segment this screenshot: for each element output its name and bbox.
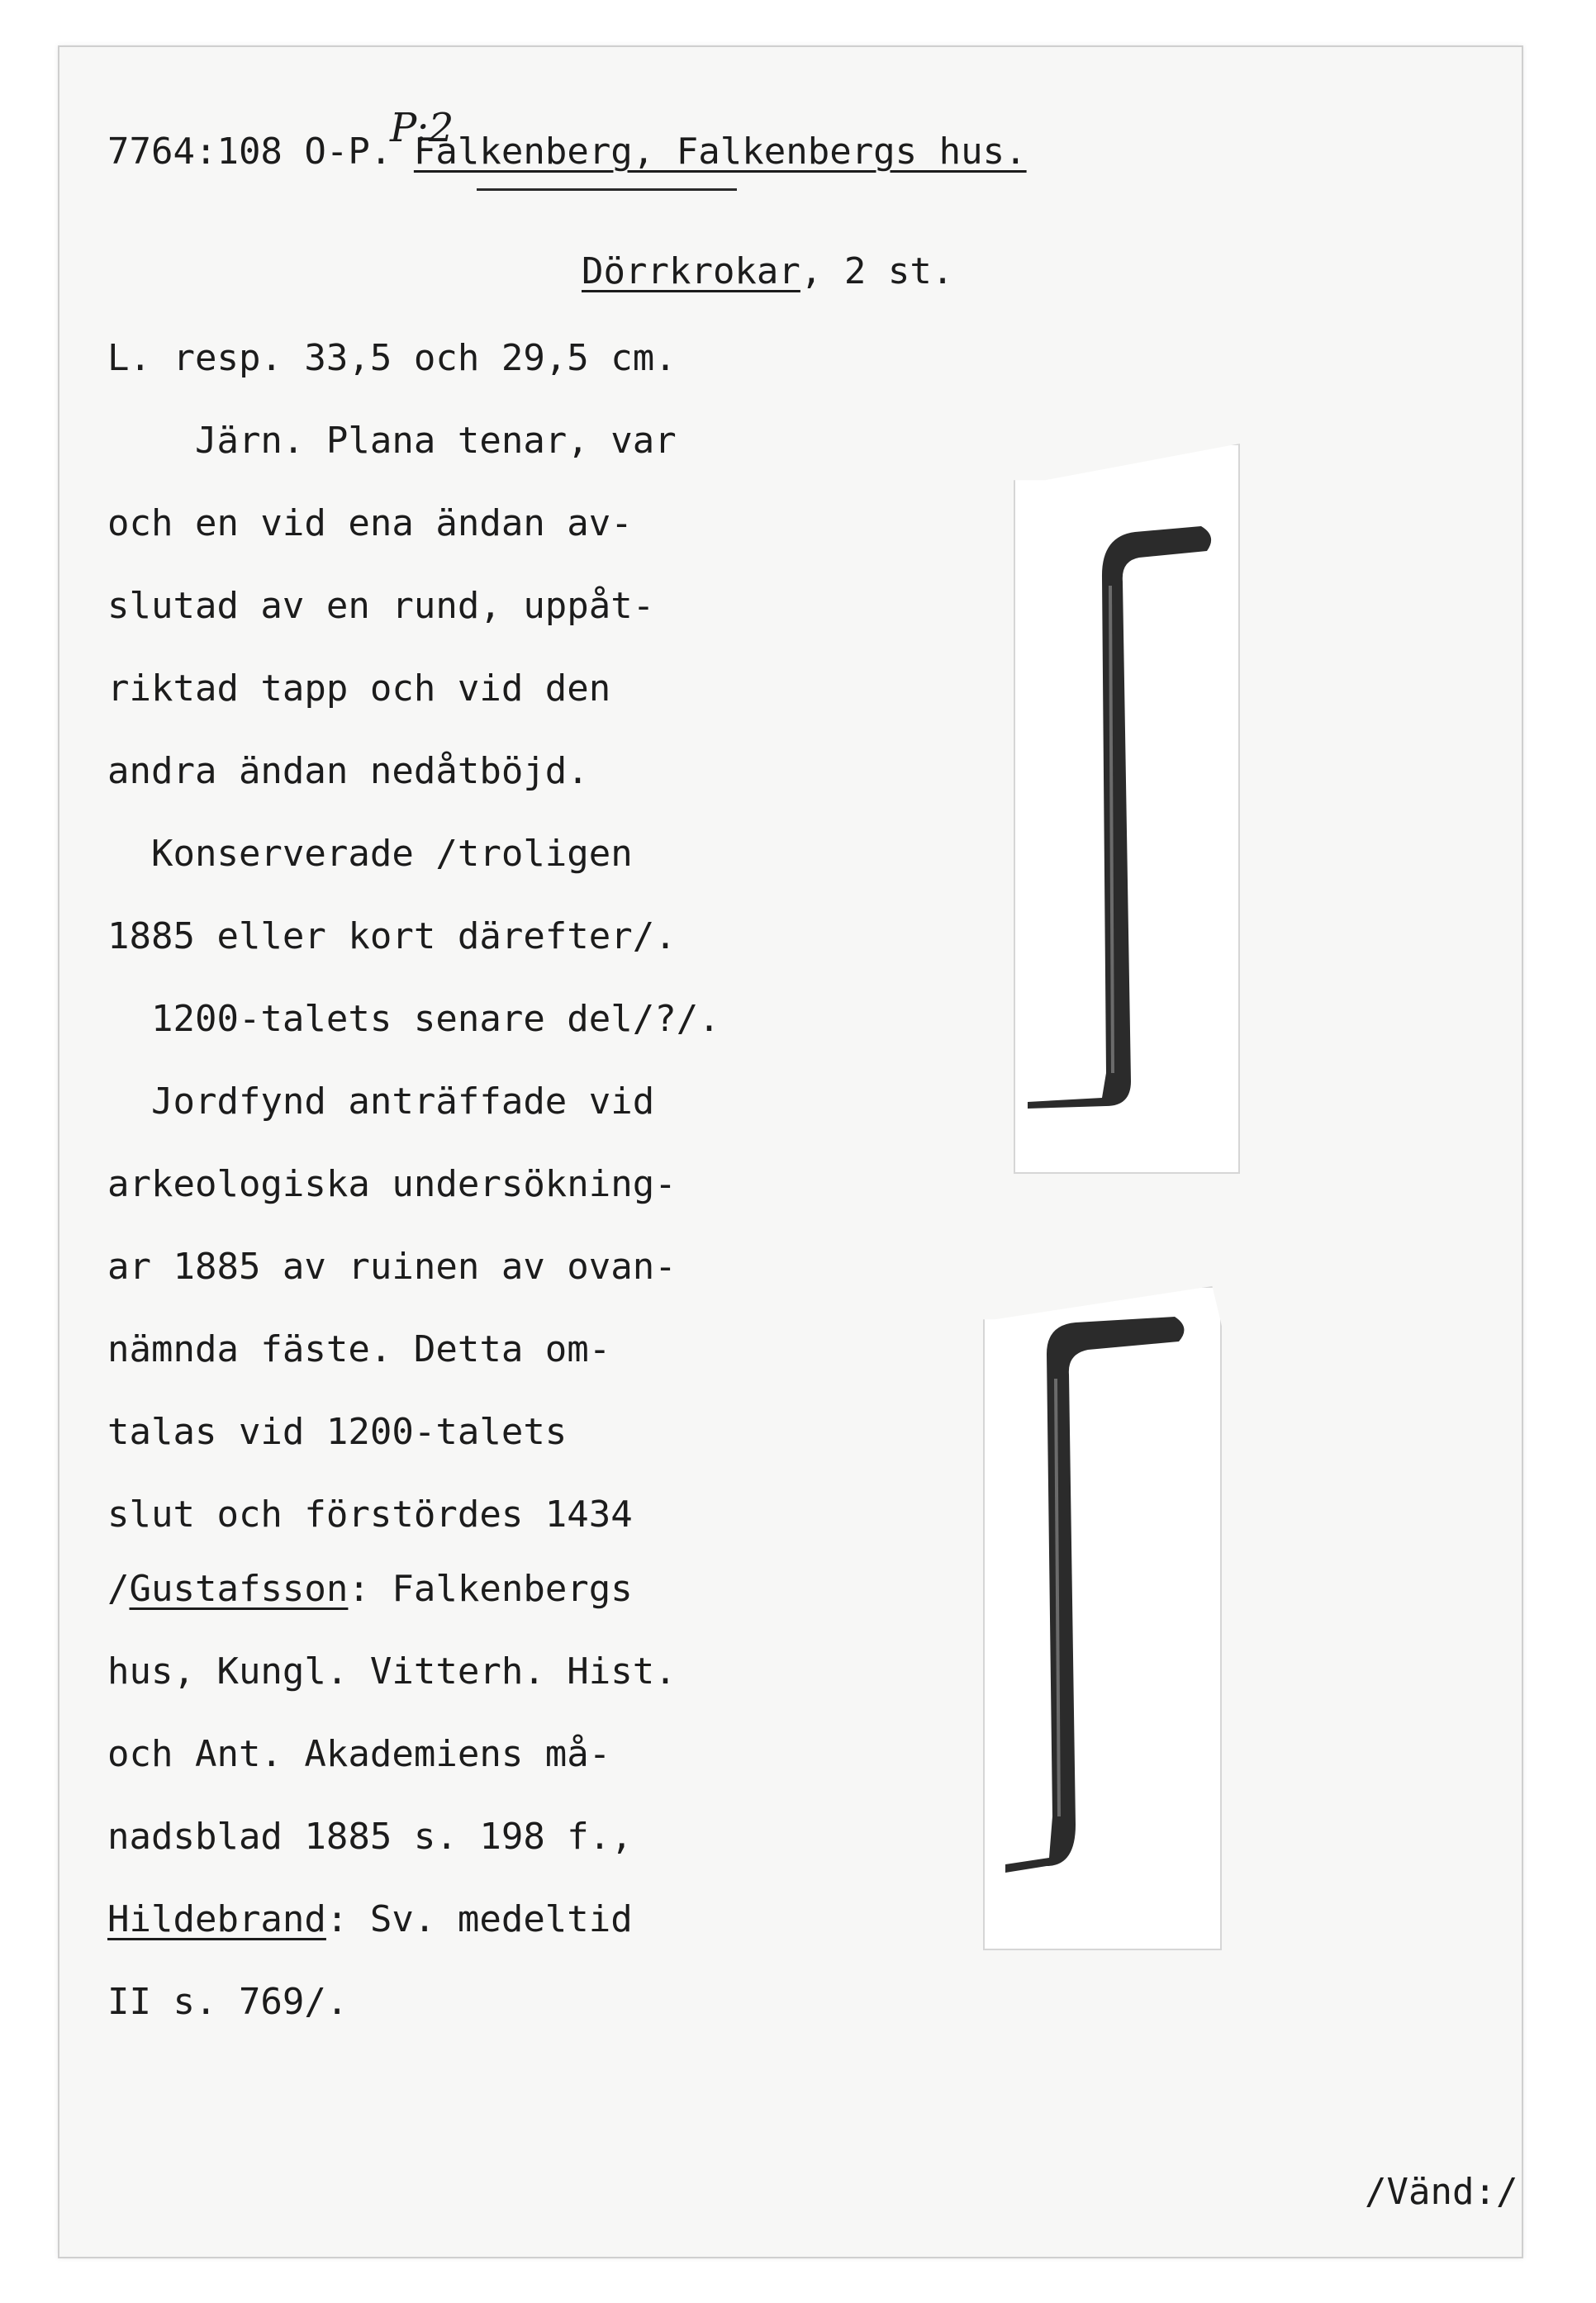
catalog-number: 7764:108: [107, 131, 283, 173]
ref-end: II s. 769/.: [107, 1981, 349, 2023]
description-line: 1885 eller kort därefter/.: [107, 915, 677, 957]
description-line: Konserverade /troligen: [107, 833, 633, 875]
description-line: arkeologiska undersökning-: [107, 1163, 677, 1205]
object-count: , 2 st.: [800, 250, 954, 292]
description-line: ar 1885 av ruinen av ovan-: [107, 1246, 677, 1288]
door-hook-2-image: [985, 1288, 1220, 1949]
description-line: L. resp. 33,5 och 29,5 cm.: [107, 337, 677, 379]
reference-line: och Ant. Akademiens må-: [107, 1733, 611, 1775]
header-rule: [477, 188, 737, 191]
description-line: andra ändan nedåtböjd.: [107, 750, 589, 792]
object-name: Dörrkrokar: [582, 250, 800, 292]
door-hook-photo-1: [1014, 444, 1240, 1174]
reference-line: nadsblad 1885 s. 198 f.,: [107, 1816, 633, 1858]
description-line: och en vid ena ändan av-: [107, 502, 633, 544]
description-line: talas vid 1200-talets: [107, 1411, 568, 1453]
description-line: nämnda fäste. Detta om-: [107, 1328, 611, 1370]
description-line: Jordfynd anträffade vid: [107, 1080, 655, 1123]
description-line: slutad av en rund, uppåt-: [107, 585, 655, 627]
handwritten-mark: P:2: [390, 105, 454, 151]
ref-author-hildebrand: Hildebrand: [107, 1898, 326, 1940]
door-hook-photo-2: [983, 1286, 1222, 1950]
description-line: Järn. Plana tenar, var: [107, 420, 677, 462]
catalog-location: Falkenberg, Falkenbergs hus.: [413, 131, 1027, 173]
door-hook-1-image: [1015, 445, 1238, 1172]
turn-note: /Vänd:/: [1365, 2171, 1518, 2213]
catalog-card: [58, 45, 1523, 2258]
description-line: riktad tapp och vid den: [107, 667, 611, 710]
ref-line-gustafsson: /Gustafsson: Falkenbergs: [107, 1568, 633, 1610]
ref-author-gustafsson: Gustafsson: [129, 1568, 349, 1610]
reference-line: hus, Kungl. Vitterh. Hist.: [107, 1650, 677, 1693]
ref-line-hildebrand: Hildebrand: Sv. medeltid: [107, 1898, 633, 1940]
catalog-header: [107, 131, 1027, 173]
description-line: slut och förstördes 1434: [107, 1493, 633, 1536]
object-title: [582, 250, 954, 292]
description-line: 1200-talets senare del/?/.: [107, 998, 720, 1040]
catalog-class: O-P.: [304, 131, 392, 173]
